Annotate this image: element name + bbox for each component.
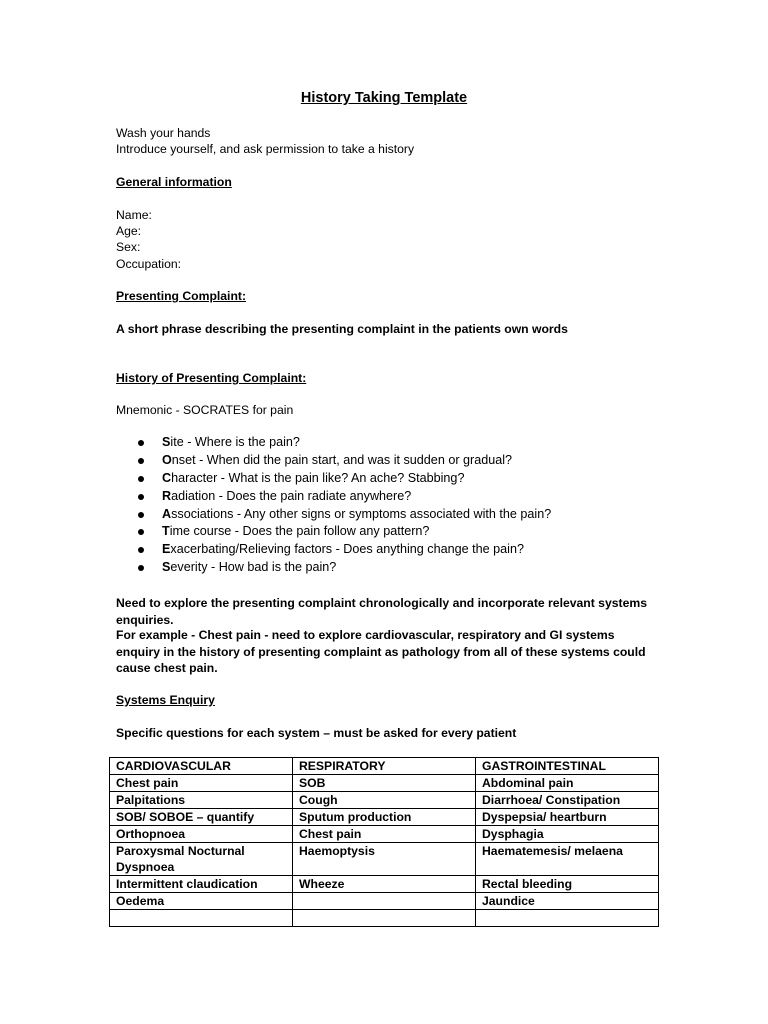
chronology-paragraph: Need to explore the presenting complaint chronologically and incorporate relevant systems enquiries. (116, 596, 647, 627)
table-cell: Paroxysmal Nocturnal Dyspnoea (110, 843, 293, 876)
table-cell: Cough (293, 792, 476, 809)
table-cell: Jaundice (476, 893, 659, 910)
field-name: Name: (116, 208, 152, 222)
header-gastrointestinal: GASTROINTESTINAL (476, 758, 659, 775)
table-cell: Intermittent claudication (110, 876, 293, 893)
table-cell: SOB (293, 775, 476, 792)
table-cell: Oedema (110, 893, 293, 910)
list-item: Associations - Any other signs or symptoms associated with the pain? (135, 506, 551, 524)
bullet-icon (138, 476, 144, 482)
table-row (110, 775, 659, 792)
intro-permission: Introduce yourself, and ask permission to take a history (116, 142, 415, 156)
document-title: History Taking Template (300, 90, 468, 106)
presenting-complaint-text: A short phrase describing the presenting complaint in the patients own words (116, 322, 568, 336)
table-cell: Sputum production (293, 809, 476, 826)
systems-table (109, 757, 659, 927)
table-cell: SOB/ SOBOE – quantify (110, 809, 293, 826)
table-cell: Palpitations (110, 792, 293, 809)
intro-wash-hands: Wash your hands (116, 126, 211, 140)
header-respiratory: RESPIRATORY (293, 758, 476, 775)
list-item: Site - Where is the pain? (135, 434, 551, 452)
table-row (110, 910, 659, 927)
list-item: Radiation - Does the pain radiate anywhere? (135, 488, 551, 506)
list-item: Time course - Does the pain follow any pattern? (135, 523, 551, 541)
bullet-icon (138, 565, 144, 571)
table-cell: Chest pain (293, 826, 476, 843)
bullet-icon (138, 529, 144, 535)
header-cardiovascular: CARDIOVASCULAR (110, 758, 293, 775)
table-cell: Diarrhoea/ Constipation (476, 792, 659, 809)
table-cell: Chest pain (110, 775, 293, 792)
bullet-icon (138, 440, 144, 446)
bullet-icon (138, 494, 144, 500)
table-row (110, 826, 659, 843)
table-header-row (110, 758, 659, 775)
table-cell (476, 910, 659, 927)
table-row (110, 876, 659, 893)
example-paragraph: For example - Chest pain - need to explore cardiovascular, respiratory and GI systems enquiry in the history of presenting complaint as pathology from all of these systems could cause chest pain. (116, 628, 646, 675)
table-cell: Abdominal pain (476, 775, 659, 792)
table-row (110, 893, 659, 910)
hpc-heading: History of Presenting Complaint: (116, 371, 307, 385)
table-cell (293, 893, 476, 910)
table-cell: Dyspepsia/ heartburn (476, 809, 659, 826)
table-cell: Haematemesis/ melaena (476, 843, 659, 876)
table-cell: Haemoptysis (293, 843, 476, 876)
general-information-heading: General information (116, 175, 232, 189)
mnemonic-line: Mnemonic - SOCRATES for pain (116, 403, 294, 417)
table-cell (293, 910, 476, 927)
table-row (110, 792, 659, 809)
field-sex: Sex: (116, 240, 141, 254)
list-item: Onset - When did the pain start, and was it sudden or gradual? (135, 452, 551, 470)
table-row (110, 809, 659, 826)
bullet-icon (138, 458, 144, 464)
field-age: Age: (116, 224, 142, 238)
list-item: Severity - How bad is the pain? (135, 559, 551, 577)
socrates-list (135, 434, 551, 577)
systems-enquiry-text: Specific questions for each system – must be asked for every patient (116, 726, 517, 740)
table-cell (110, 910, 293, 927)
table-cell: Dysphagia (476, 826, 659, 843)
list-item: Exacerbating/Relieving factors - Does anything change the pain? (135, 541, 551, 559)
table-cell: Orthopnoea (110, 826, 293, 843)
table-cell: Rectal bleeding (476, 876, 659, 893)
bullet-icon (138, 547, 144, 553)
list-item: Character - What is the pain like? An ache? Stabbing? (135, 470, 551, 488)
table-row (110, 843, 659, 876)
table-cell: Wheeze (293, 876, 476, 893)
presenting-complaint-heading: Presenting Complaint: (116, 289, 247, 303)
field-occupation: Occupation: (116, 257, 182, 271)
systems-enquiry-heading: Systems Enquiry (116, 693, 215, 707)
bullet-icon (138, 512, 144, 518)
